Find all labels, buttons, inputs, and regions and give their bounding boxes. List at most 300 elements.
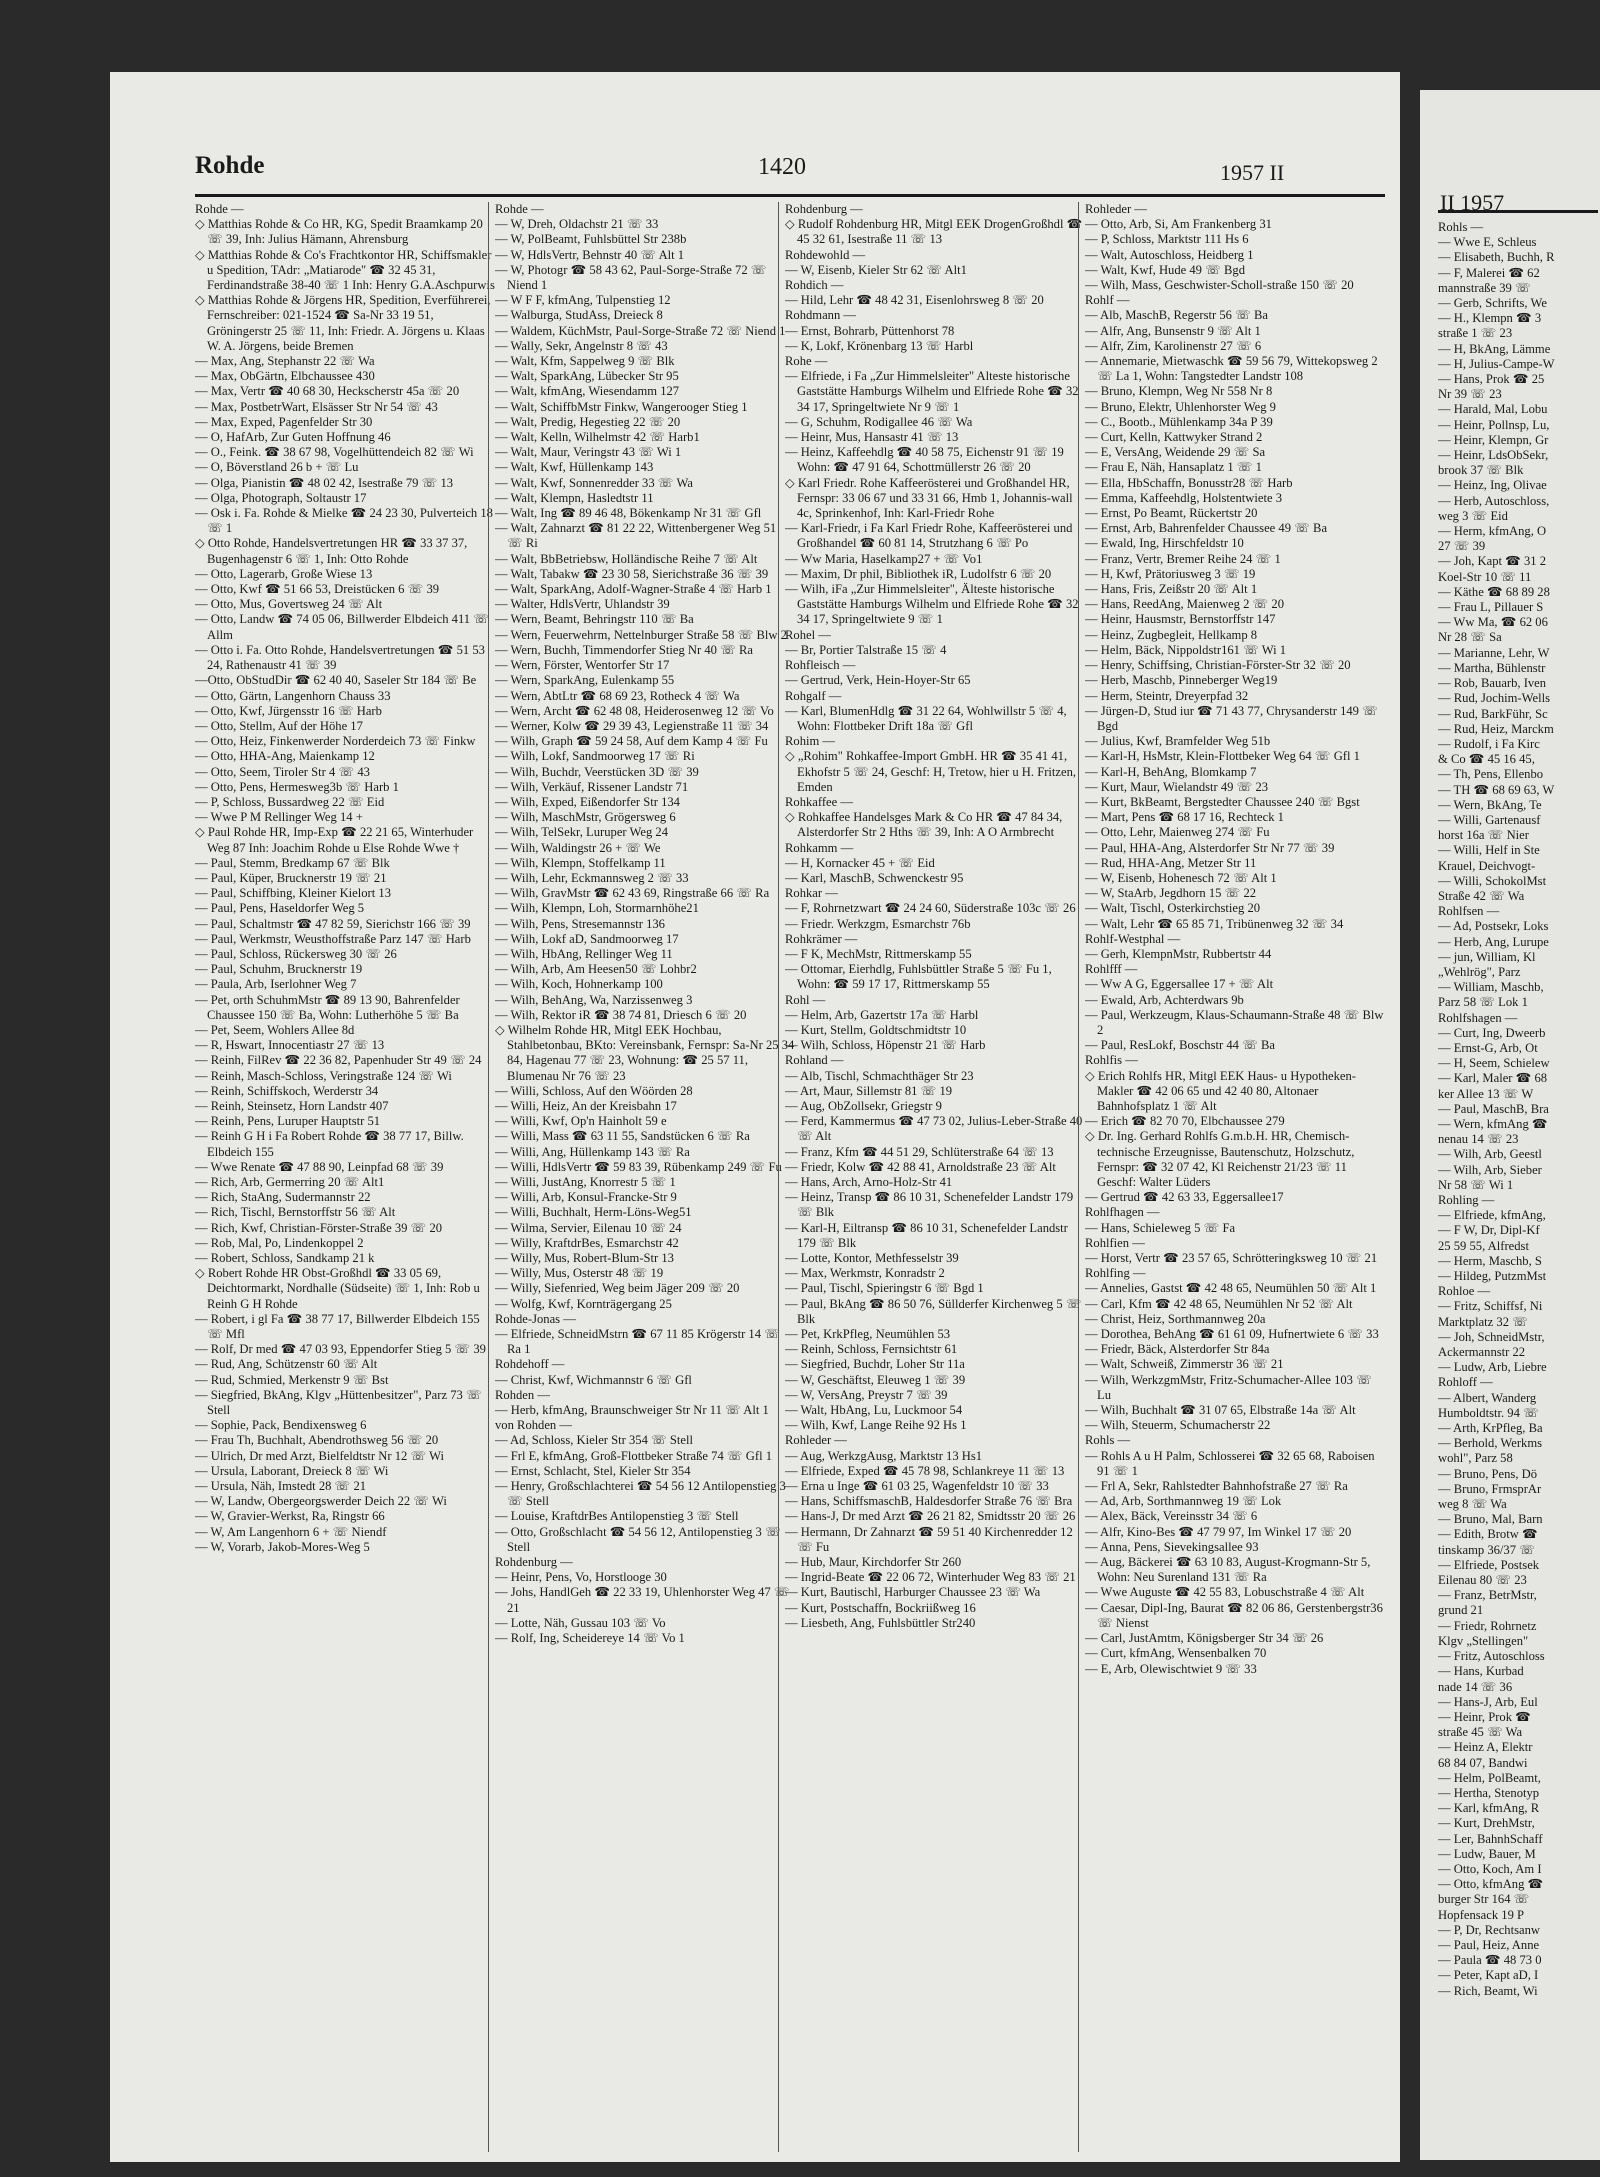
- directory-entry: 68 84 07, Bandwi: [1438, 1755, 1528, 1770]
- next-page-rule: [1438, 210, 1598, 213]
- directory-entry: — Ler, BahnhSchaff: [1438, 1831, 1543, 1846]
- directory-entry: — Wilh, Graph ☎ 59 24 58, Auf dem Kamp 4 ☏ Fu: [495, 734, 768, 749]
- directory-entry: Rohland —: [785, 1053, 844, 1068]
- directory-entry: — Sophie, Pack, Bendixensweg 6: [195, 1418, 367, 1433]
- directory-entry: — Alfr, Kino-Bes ☎ 47 79 97, Im Winkel 17 ☏ 20: [1085, 1524, 1352, 1539]
- directory-entry: Humboldtstr. 94 ☏: [1438, 1405, 1539, 1420]
- directory-entry: — W, HdlsVertr, Behnstr 40 ☏ Alt 1: [495, 247, 685, 262]
- directory-entry: — Willi, Arb, Konsul-Francke-Str 9: [495, 1190, 677, 1205]
- directory-entry: — Reinh, Schloss, Fernsichtstr 61: [785, 1342, 958, 1357]
- directory-entry: — Walt, Kelln, Wilhelmstr 42 ☏ Harb1: [495, 430, 700, 445]
- directory-entry: — Kurt, Maur, Wielandstr 49 ☏ 23: [1085, 779, 1269, 794]
- directory-entry: — Paul, Schuhm, Brucknerstr 19: [195, 962, 363, 977]
- directory-entry: — Max, PostbetrWart, Elsässer Str Nr 54 ☏ 43: [195, 399, 438, 414]
- directory-entry: — Paul, Schaltmstr ☎ 47 82 59, Sierichstr 166 ☏ 39: [195, 916, 471, 931]
- directory-entry: ◇ Dr. Ing. Gerhard Rohlfs G.m.b.H. HR, Chemisch-technische Erzeugnisse, Bautenschutz, Holzschutz, Fernspr: ☎ 32 07 42, Kl Reichenstr 21/23 ☏ 11 Geschf: Walter Lüders: [1085, 1129, 1355, 1189]
- directory-entry: — Herb, Maschb, Pinneberger Weg19: [1085, 673, 1278, 688]
- directory-entry: — Kurt, DrehMstr,: [1438, 1816, 1535, 1831]
- directory-entry: — F K, MechMstr, Rittmerskamp 55: [785, 946, 972, 961]
- directory-entry: — Hans, Schieleweg 5 ☏ Fa: [1085, 1220, 1236, 1235]
- header-rule: [195, 194, 1385, 197]
- directory-entry: — Hermann, Dr Zahnarzt ☎ 59 51 40 Kirchenredder 12 ☏ Fu: [785, 1524, 1073, 1554]
- directory-entry: — Wilh, Lokf aD, Sandmoorweg 17: [495, 931, 679, 946]
- directory-entry: — Emma, Kaffeehdlg, Holstentwiete 3: [1085, 490, 1283, 505]
- directory-entry: — Rob, Bauarb, Iven: [1438, 676, 1547, 691]
- directory-entry: — Gerb, Schrifts, We: [1438, 296, 1547, 311]
- directory-entry: — Max, ObGärtn, Elbchaussee 430: [195, 369, 375, 384]
- directory-entry: — Paul, Schloss, Rückersweg 30 ☏ 26: [195, 946, 397, 961]
- directory-entry: — Julius, Kwf, Bramfelder Weg 51b: [1085, 734, 1271, 749]
- directory-entry: — Pet, KrkPfleg, Neumühlen 53: [785, 1327, 951, 1342]
- directory-entry: — Hans, ReedAng, Maienweg 2 ☏ 20: [1085, 597, 1285, 612]
- directory-entry: Rohls —: [1085, 1433, 1131, 1448]
- directory-entry: ◇ Matthias Rohde & Co's Frachtkontor HR, Schiffsmakler u Spedition, TAdr: „Matiarode" ☎ 32 45 31, Ferdinandstraße 38-40 ☏ 1 Inh: Henry G.A.Aschpurwis: [195, 247, 495, 293]
- directory-entry: — Willi, Heiz, An der Kreisbahn 17: [495, 1098, 677, 1113]
- directory-entry: — Mart, Pens ☎ 68 17 16, Rechteck 1: [1085, 810, 1284, 825]
- directory-entry: — Karl-H, HsMstr, Klein-Flottbeker Weg 64 ☏ Gfl 1: [1085, 749, 1360, 764]
- directory-entry: ◇ Erich Rohlfs HR, Mitgl EEK Haus- u Hypotheken-Makler ☎ 42 06 65 und 42 40 80, Altonaer Bahnhofsplatz 1 ☏ Alt: [1085, 1068, 1356, 1113]
- directory-entry: Rohloff —: [1438, 1375, 1493, 1390]
- directory-entry: — Carl, JustAmtm, Königsberger Str 34 ☏ 26: [1085, 1631, 1324, 1646]
- directory-entry: — Willi, HdlsVertr ☎ 59 83 39, Rübenkamp 249 ☏ Fu: [495, 1159, 782, 1174]
- directory-entry: — Willi, Buchhalt, Herm-Löns-Weg51: [495, 1205, 692, 1220]
- column-divider: [778, 202, 779, 2152]
- directory-entry: — Otto, Kwf ☎ 51 66 53, Dreistücken 6 ☏ 39: [195, 582, 440, 597]
- directory-entry: — Ad, Postsekr, Loks: [1438, 919, 1549, 934]
- directory-entry: ◇ Rohkaffee Handelsges Mark & Co HR ☎ 47 84 34, Alsterdorfer Str 2 Hths ☏ 39, Inh: A O Armbrecht: [785, 810, 1063, 840]
- directory-entry: — Christ, Heiz, Sorthmannweg 20a: [1085, 1311, 1266, 1326]
- directory-entry: — Walt, Lehr ☎ 65 85 71, Tribünenweg 32 ☏ 34: [1085, 916, 1344, 931]
- directory-entry: Straße 42 ☏ Wa: [1438, 888, 1525, 903]
- directory-column-2: [495, 202, 795, 2152]
- directory-entry: ◇ Otto Rohde, Handelsvertretungen HR ☎ 33 37 37, Bugenhagenstr 6 ☏ 1, Inh: Otto Rohde: [195, 536, 468, 566]
- directory-entry: — W, Geschäftst, Eleuweg 1 ☏ 39: [785, 1372, 966, 1387]
- directory-entry: Rohleder —: [785, 1433, 847, 1448]
- directory-entry: — Aug, Bäckerei ☎ 63 10 83, August-Krogmann-Str 5, Wohn: Neu Surenland 131 ☏ Ra: [1085, 1555, 1371, 1585]
- directory-entry: — Wilh, Klempn, Loh, Stormarnhöhe21: [495, 901, 699, 916]
- directory-entry: — H, Seem, Schielew: [1438, 1056, 1550, 1071]
- directory-entry: „Wehlrög", Parz: [1438, 964, 1521, 979]
- directory-entry: — Elfriede, Exped ☎ 45 78 98, Schlankreye 11 ☏ 13: [785, 1463, 1065, 1478]
- directory-entry: Rohde —: [195, 202, 244, 216]
- directory-entry: — Elfriede, kfmAng,: [1438, 1208, 1546, 1223]
- directory-entry: Koel-Str 10 ☏ 11: [1438, 569, 1532, 584]
- directory-entry: — Wilh, Klempn, Stoffelkamp 11: [495, 855, 666, 870]
- directory-entry: — Wilh, TelSekr, Luruper Weg 24: [495, 825, 669, 840]
- directory-entry: — Werner, Kolw ☎ 29 39 43, Legienstraße 11 ☏ 34: [495, 718, 769, 733]
- directory-entry: — Paul, Werkzeugm, Klaus-Schaumann-Straße 48 ☏ Blw 2: [1085, 1007, 1384, 1037]
- directory-entry: — E, Arb, Olewischtwiet 9 ☏ 33: [1085, 1661, 1257, 1676]
- directory-entry: — Curt, Ing, Dweerb: [1438, 1025, 1546, 1040]
- directory-entry: — Fritz, Schiffsf, Ni: [1438, 1299, 1543, 1314]
- directory-entry: — Otto, Kwf, Jürgensstr 16 ☏ Harb: [195, 703, 382, 718]
- directory-entry: — Hans, Prok ☎ 25: [1438, 372, 1545, 387]
- directory-entry: — Ww Maria, Haselkamp27 + ☏ Vo1: [785, 551, 983, 566]
- directory-entry: Nr 58 ☏ Wi 1: [1438, 1177, 1514, 1192]
- directory-entry: — Wern, Feuerwehrm, Nettelnburger Straße 58 ☏ Blw 2: [495, 627, 787, 642]
- directory-entry: — Robert, Schloss, Sandkamp 21 k: [195, 1251, 375, 1266]
- directory-entry: — Helm, PolBeamt,: [1438, 1770, 1541, 1785]
- directory-entry: — Paul, Stemm, Bredkamp 67 ☏ Blk: [195, 855, 390, 870]
- directory-entry: — W, Photogr ☎ 58 43 62, Paul-Sorge-Straße 72 ☏ Niend 1: [495, 262, 767, 293]
- directory-entry: — Paul, HHA-Ang, Alsterdorfer Str Nr 77 ☏ 39: [1085, 840, 1335, 855]
- directory-entry: — Osk i. Fa. Rohde & Mielke ☎ 24 23 30, Pulverteich 18 ☏ 1: [195, 506, 493, 536]
- directory-entry: — Elisabeth, Buchh, R: [1438, 250, 1555, 265]
- directory-entry: — Reinh, Steinsetz, Horn Landstr 407: [195, 1098, 389, 1113]
- directory-entry: 25 59 55, Alfredst: [1438, 1238, 1529, 1253]
- directory-entry: — Otto, Pens, Hermesweg3b ☏ Harb 1: [195, 779, 399, 794]
- directory-entry: — Jürgen-D, Stud iur ☎ 71 43 77, Chrysanderstr 149 ☏ Bgd: [1085, 703, 1378, 733]
- directory-entry: — W F F, kfmAng, Tulpenstieg 12: [495, 293, 671, 308]
- running-head-name: Rohde: [195, 152, 265, 179]
- directory-entry: — Curt, kfmAng, Wensenbalken 70: [1085, 1646, 1267, 1661]
- directory-entry: — P, Schloss, Bussardweg 22 ☏ Eid: [195, 794, 385, 809]
- directory-entry: — Ernst, Arb, Bahrenfelder Chaussee 49 ☏ Ba: [1085, 521, 1328, 536]
- directory-entry: — Max, Ang, Stephanstr 22 ☏ Wa: [195, 354, 375, 369]
- directory-entry: — Reinh G H i Fa Robert Rohde ☎ 38 77 17, Billw. Elbdeich 155: [195, 1129, 464, 1159]
- directory-entry: — Rich, Arb, Germerring 20 ☏ Alt1: [195, 1175, 385, 1189]
- directory-entry: — Willi, Gartenausf: [1438, 812, 1541, 827]
- directory-entry: — Erich ☎ 82 70 70, Elbchaussee 279: [1085, 1114, 1285, 1129]
- directory-entry: — Paula, Arb, Iserlohner Weg 7: [195, 977, 357, 992]
- directory-entry: — William, Maschb,: [1438, 980, 1544, 995]
- directory-entry: — Heinz, Kaffeehdlg ☎ 40 58 75, Eichenstr 91 ☏ 19 Wohn: ☎ 47 91 64, Schottmüllerstr 26 ☏ 20: [785, 445, 1064, 475]
- directory-entry: — Otto, kfmAng ☎: [1438, 1877, 1544, 1892]
- directory-entry: — Wilh, Steuerm, Schumacherstr 22: [1085, 1418, 1271, 1433]
- directory-entry: — Fritz, Autoschloss: [1438, 1649, 1545, 1664]
- directory-entry: — Art, Maur, Sillemstr 81 ☏ 19: [785, 1083, 953, 1098]
- directory-entry: — Siegfried, BkAng, Klgv „Hüttenbesitzer", Parz 73 ☏ Stell: [195, 1387, 482, 1418]
- directory-entry: — Lotte, Näh, Gussau 103 ☏ Vo: [495, 1615, 666, 1630]
- directory-entry: — Walt, Tabakw ☎ 23 30 58, Sierichstraße 36 ☏ 39: [495, 566, 769, 581]
- directory-entry: — Hans-J, Dr med Arzt ☎ 26 21 82, Smidtsstr 20 ☏ 26: [785, 1509, 1076, 1524]
- directory-entry: — Heinr, Pens, Vo, Horstlooge 30: [495, 1570, 667, 1585]
- directory-entry: — Otto, Gärtn, Langenhorn Chauss 33: [195, 688, 391, 703]
- directory-entry: — Walt, Kfm, Sappelweg 9 ☏ Blk: [495, 354, 675, 369]
- directory-entry: Hopfensack 19 P: [1438, 1907, 1525, 1922]
- directory-entry: — Ottomar, Eierhdlg, Fuhlsbüttler Straße 5 ☏ Fu 1, Wohn: ☎ 59 17 17, Rittmerskamp 55: [785, 962, 1052, 992]
- directory-entry: — Wern, Buchh, Timmendorfer Stieg Nr 40 ☏ Ra: [495, 642, 753, 657]
- directory-entry: — Robert, i gl Fa ☎ 38 77 17, Billwerder Elbdeich 155 ☏ Mfl: [195, 1311, 480, 1342]
- directory-entry: — Willy, KraftdrBes, Esmarchstr 42: [495, 1235, 679, 1250]
- directory-entry: Rohkamm —: [785, 840, 854, 855]
- directory-entry: Rohfleisch —: [785, 658, 856, 673]
- directory-entry: Eilenau 80 ☏ 23: [1438, 1573, 1527, 1588]
- directory-entry: — Hans, Fris, Zeißstr 20 ☏ Alt 1: [1085, 582, 1258, 597]
- directory-entry: Rohkar —: [785, 886, 838, 901]
- directory-entry: — Hildeg, PutzmMst: [1438, 1269, 1547, 1284]
- directory-entry: — Wilh, Waldingstr 26 + ☏ We: [495, 840, 661, 855]
- directory-entry: — Anna, Pens, Sievekingsallee 93: [1085, 1539, 1259, 1554]
- directory-entry: Rohel —: [785, 627, 831, 642]
- directory-entry: — Louise, KraftdrBes Antilopenstieg 3 ☏ Stell: [495, 1509, 739, 1524]
- directory-entry: — Walt, BbBetriebsw, Holländische Reihe 7 ☏ Alt: [495, 551, 758, 566]
- directory-entry: — Ludw, Bauer, M: [1438, 1846, 1536, 1861]
- directory-entry: — Paul, Pens, Haseldorfer Weg 5: [195, 901, 365, 916]
- directory-entry: — Walt, Maur, Veringstr 43 ☏ Wi 1: [495, 445, 682, 460]
- directory-entry: — Otto, Arb, Si, Am Frankenberg 31: [1085, 217, 1272, 232]
- directory-entry: — Franz, BetrMstr,: [1438, 1588, 1537, 1603]
- directory-entry: — Curt, Kelln, Kattwyker Strand 2: [1085, 430, 1263, 445]
- directory-entry: — Ernst-G, Arb, Ot: [1438, 1040, 1538, 1055]
- next-page-edge: [1420, 90, 1600, 2160]
- directory-entry: — G, Schuhm, Rodigallee 46 ☏ Wa: [785, 414, 973, 429]
- directory-entry: — Gerh, KlempnMstr, Rubbertstr 44: [1085, 946, 1272, 961]
- directory-entry: — Helm, Arb, Gazertstr 17a ☏ Harbl: [785, 1007, 979, 1022]
- directory-entry: — Rich, Beamt, Wi: [1438, 1983, 1538, 1998]
- directory-entry: — Wwe P M Rellinger Weg 14 +: [195, 810, 363, 825]
- directory-entry: — Willi, Ang, Hüllenkamp 143 ☏ Ra: [495, 1144, 690, 1159]
- directory-entry: — Paul, Küper, Brucknerstr 19 ☏ 21: [195, 870, 387, 885]
- directory-entry: — Rud, Jochim-Wells: [1438, 691, 1550, 706]
- directory-entry: — Herm, Steintr, Dreyerpfad 32: [1085, 688, 1249, 703]
- directory-entry: — Friedr, Rohrnetz: [1438, 1618, 1537, 1633]
- directory-entry: — Paul, Werkmstr, Weusthoffstraße Parz 147 ☏ Harb: [195, 931, 471, 946]
- directory-entry: — Peter, Kapt aD, I: [1438, 1968, 1539, 1983]
- directory-entry: Rohdewohld —: [785, 247, 866, 262]
- directory-entry: Rohim —: [785, 734, 836, 749]
- directory-entry: — Elfriede, SchneidMstrn ☎ 67 11 85 Krögerstr 14 ☏ Ra 1: [495, 1327, 780, 1357]
- directory-entry: — W, Vorarb, Jakob-Mores-Weg 5: [195, 1539, 370, 1554]
- directory-entry: — R, Hswart, Innocentiastr 27 ☏ 13: [195, 1038, 385, 1053]
- directory-entry: — Herb, kfmAng, Braunschweiger Str Nr 11 ☏ Alt 1: [495, 1403, 769, 1418]
- directory-entry: Rohkaffee —: [785, 794, 853, 809]
- directory-entry: — Karl, Maler ☎ 68: [1438, 1071, 1548, 1086]
- directory-entry: Rohlfien —: [1085, 1235, 1145, 1250]
- directory-entry: — Olga, Pianistin ☎ 48 02 42, Isestraße 79 ☏ 13: [195, 475, 454, 490]
- directory-entry: — Wern, SparkAng, Eulenkamp 55: [495, 673, 675, 688]
- directory-entry: straße 45 ☏ Wa: [1438, 1725, 1523, 1740]
- directory-entry: — Pet, Seem, Wohlers Allee 8d: [195, 1022, 355, 1037]
- directory-entry: & Co ☎ 45 16 45,: [1438, 752, 1535, 767]
- directory-entry: — Wwe Auguste ☎ 42 55 83, Lobuschstraße 4 ☏ Alt: [1085, 1585, 1365, 1600]
- directory-entry: — Karl-Friedr, i Fa Karl Friedr Rohe, Kaffeerösterei und Großhandel ☎ 60 81 14, Strutzhang 6 ☏ Po: [785, 521, 1073, 551]
- directory-entry: — Paul, Schiffbing, Kleiner Kielort 13: [195, 886, 391, 901]
- directory-entry: — Walt, Kwf, Hüllenkamp 143: [495, 460, 654, 475]
- directory-entry: — Wolfg, Kwf, Kornträgergang 25: [495, 1296, 672, 1311]
- directory-entry: — Wilh, Arb, Sieber: [1438, 1162, 1542, 1177]
- directory-entry: weg 8 ☏ Wa: [1438, 1497, 1507, 1512]
- directory-entry: Rohe —: [785, 354, 828, 369]
- directory-entry: Rohlf-Westphal —: [1085, 931, 1181, 946]
- directory-entry: — Rich, Tischl, Bernstorffstr 56 ☏ Alt: [195, 1205, 396, 1220]
- directory-entry: Rohling —: [1438, 1193, 1495, 1207]
- directory-entry: — Arth, KrPfleg, Ba: [1438, 1421, 1543, 1436]
- directory-entry: weg 3 ☏ Eid: [1438, 508, 1508, 523]
- directory-entry: Rohlfing —: [1085, 1266, 1146, 1281]
- directory-entry: — C., Bootb., Mühlenkamp 34a P 39: [1085, 414, 1273, 429]
- directory-entry: — Ww Ma, ☎ 62 06: [1438, 615, 1548, 630]
- directory-entry: — Gertrud, Verk, Hein-Hoyer-Str 65: [785, 673, 971, 688]
- directory-entry: — Wilh, Schloss, Höpenstr 21 ☏ Harb: [785, 1038, 986, 1053]
- directory-entry: — O., Feink. ☎ 38 67 98, Vogelhüttendeich 82 ☏ Wi: [195, 445, 474, 460]
- next-page-column: [1438, 220, 1598, 2150]
- directory-entry: — Wern, BkAng, Te: [1438, 797, 1542, 812]
- directory-entry: — Erna u Inge ☎ 61 03 25, Wagenfeldstr 10 ☏ 33: [785, 1479, 1049, 1494]
- directory-entry: — P, Dr, Rechtsanw: [1438, 1922, 1540, 1937]
- directory-entry: — Bruno, Elektr, Uhlenhorster Weg 9: [1085, 399, 1276, 414]
- directory-entry: — Willi, Schloss, Auf den Wöörden 28: [495, 1083, 693, 1098]
- directory-entry: — Rud, HHA-Ang, Metzer Str 11: [1085, 855, 1257, 870]
- directory-entry: ◇ Wilhelm Rohde HR, Mitgl EEK Hochbau, Stahlbetonbau, BKto: Vereinsbank, Fernspr: Sa-Nr 25 34 84, Hagenau 77 ☏ 23, Wohnung: ☎ 25 57 11, Blumenau Nr 76 ☏ 23: [495, 1022, 795, 1083]
- directory-entry: — Walt, Schweiß, Zimmerstr 36 ☏ 21: [1085, 1357, 1284, 1372]
- directory-entry: — Franz, Vertr, Bremer Reihe 24 ☏ 1: [1085, 551, 1281, 566]
- directory-entry: — Walt, Autoschloss, Heidberg 1: [1085, 247, 1254, 262]
- directory-entry: — Heinr, LdsObSekr,: [1438, 448, 1549, 463]
- directory-entry: — Walt, Kwf, Sonnenredder 33 ☏ Wa: [495, 475, 693, 490]
- directory-entry: nade 14 ☏ 36: [1438, 1679, 1513, 1694]
- directory-entry: — Rob, Mal, Po, Lindenkoppel 2: [195, 1235, 364, 1250]
- directory-entry: — Heinr, Klempn, Gr: [1438, 432, 1549, 447]
- directory-entry: — Wilh, Mass, Geschwister-Scholl-straße 150 ☏ 20: [1085, 278, 1354, 293]
- directory-entry: Rohgalf —: [785, 688, 842, 703]
- directory-entry: — Wilh, Kwf, Lange Reihe 92 Hs 1: [785, 1418, 967, 1433]
- directory-entry: — Friedr, Bäck, Alsterdorfer Str 84a: [1085, 1342, 1270, 1357]
- directory-entry: — Otto, Landw ☎ 74 05 06, Billwerder Elbdeich 411 ☏ Allm: [195, 612, 489, 642]
- directory-entry: nenau 14 ☏ 23: [1438, 1132, 1519, 1147]
- directory-entry: — Wern, Förster, Wentorfer Str 17: [495, 658, 670, 673]
- directory-entry: Rohde-Jonas —: [495, 1311, 576, 1326]
- directory-entry: ◇ „Rohim" Rohkaffee-Import GmbH. HR ☎ 35 41 41, Ekhofstr 5 ☏ 24, Geschf: H, Tretow, hier u H. Fritzen, Emden: [785, 749, 1077, 794]
- directory-entry: wohl", Parz 58: [1438, 1451, 1513, 1466]
- directory-entry: — Heinr, Prok ☎: [1438, 1709, 1531, 1724]
- directory-entry: — Reinh, FilRev ☎ 22 36 82, Papenhuder Str 49 ☏ 24: [195, 1053, 482, 1068]
- directory-entry: — Wilh, Arb, Geestl: [1438, 1147, 1542, 1162]
- directory-entry: — Ernst, Bohrarb, Püttenhorst 78: [785, 323, 955, 338]
- directory-entry: — Wilh, Exped, Eißendorfer Str 134: [495, 794, 680, 809]
- directory-entry: Rohl —: [785, 992, 826, 1007]
- directory-entry: — Wwe Renate ☎ 47 88 90, Leinpfad 68 ☏ 39: [195, 1159, 444, 1174]
- directory-entry: — Hild, Lehr ☎ 48 42 31, Eisenlohrsweg 8 ☏ 20: [785, 293, 1044, 308]
- directory-entry: Rohlfshagen —: [1438, 1010, 1518, 1025]
- directory-entry: — Elfriede, Postsek: [1438, 1557, 1540, 1572]
- directory-entry: — Aug, ObZollsekr, Griegstr 9: [785, 1098, 942, 1113]
- directory-entry: — F, Malerei ☎ 62: [1438, 265, 1540, 280]
- directory-entry: — Ulrich, Dr med Arzt, Bielfeldtstr Nr 12 ☏ Wi: [195, 1448, 444, 1463]
- directory-entry: — Wilh, BehAng, Wa, Narzissenweg 3: [495, 992, 693, 1007]
- directory-entry: — Otto, Seem, Tiroler Str 4 ☏ 43: [195, 764, 370, 779]
- directory-entry: — Frau Th, Buchhalt, Abendrothsweg 56 ☏ 20: [195, 1433, 439, 1448]
- directory-entry: — Wern, Archt ☎ 62 48 08, Heiderosenweg 12 ☏ Vo: [495, 703, 774, 718]
- directory-entry: Nr 28 ☏ Sa: [1438, 630, 1502, 645]
- directory-entry: — Paul, ResLokf, Boschstr 44 ☏ Ba: [1085, 1038, 1275, 1053]
- directory-entry: — Wilh, HbAng, Rellinger Weg 11: [495, 946, 673, 961]
- directory-entry: Rohdich —: [785, 278, 844, 293]
- directory-entry: — Walt, Predig, Hegestieg 22 ☏ 20: [495, 414, 681, 429]
- directory-entry: Rohdehoff —: [495, 1357, 565, 1372]
- directory-entry: — H, Kwf, Prätoriusweg 3 ☏ 19: [1085, 566, 1256, 581]
- directory-entry: — Bruno, Pens, Dö: [1438, 1466, 1538, 1481]
- directory-entry: — Maxim, Dr phil, Bibliothek iR, Ludolfstr 6 ☏ 20: [785, 566, 1052, 581]
- directory-entry: — Wilh, WerkzgmMstr, Fritz-Schumacher-Allee 103 ☏ Lu: [1085, 1372, 1372, 1402]
- directory-entry: — Wilh, Koch, Hohnerkamp 100: [495, 977, 663, 992]
- directory-entry: Krauel, Deichvogt-: [1438, 858, 1536, 873]
- directory-entry: — Wilh, Lokf, Sandmoorweg 17 ☏ Ri: [495, 749, 695, 764]
- directory-entry: — Edith, Brotw ☎: [1438, 1527, 1538, 1542]
- directory-entry: — Paul, Tischl, Spieringstr 6 ☏ Bgd 1: [785, 1281, 984, 1296]
- directory-entry: — W, Landw, Obergeorgswerder Deich 22 ☏ Wi: [195, 1494, 447, 1509]
- directory-entry: — Wilh, MaschMstr, Grögersweg 6: [495, 810, 676, 825]
- directory-entry: — Christ, Kwf, Wichmannstr 6 ☏ Gfl: [495, 1372, 692, 1387]
- directory-entry: — Elfriede, i Fa „Zur Himmelsleiter" Alteste historische Gaststätte Hamburgs Wilhelm und Elfriede Rohe ☎ 32 34 17, Springeltwiete Nr 9 ☏ 1: [785, 369, 1079, 414]
- directory-entry: — F, Rohrnetzwart ☎ 24 24 60, Süderstraße 103c ☏ 26: [785, 901, 1076, 916]
- directory-entry: mannstraße 39 ☏: [1438, 280, 1531, 295]
- directory-entry: — Otto, Lehr, Maienweg 274 ☏ Fu: [1085, 825, 1270, 840]
- directory-entry: — Walt, kfmAng, Wiesendamm 127: [495, 384, 680, 399]
- directory-entry: — Hertha, Stenotyp: [1438, 1785, 1540, 1800]
- column-divider: [1078, 202, 1079, 2152]
- directory-entry: — Hans, Arch, Arno-Holz-Str 41: [785, 1175, 953, 1189]
- directory-entry: — Bruno, Mal, Barn: [1438, 1512, 1543, 1527]
- directory-entry: Rohlfhagen —: [1085, 1205, 1160, 1220]
- directory-entry: — Rich, StaAng, Sudermannstr 22: [195, 1190, 371, 1205]
- directory-entry: — Walt, Zahnarzt ☎ 81 22 22, Wittenbergener Weg 51 ☏ Ri: [495, 521, 777, 551]
- directory-entry: — Franz, Kfm ☎ 44 51 29, Schlüterstraße 64 ☏ 13: [785, 1144, 1054, 1159]
- directory-entry: — W, Dreh, Oldachstr 21 ☏ 33: [495, 217, 659, 232]
- directory-entry: — Frl A, Sekr, Rahlstedter Bahnhofstraße 27 ☏ Ra: [1085, 1479, 1348, 1494]
- directory-entry: — Gertrud ☎ 42 63 33, Eggersallee17: [1085, 1190, 1284, 1205]
- directory-entry: — Otto, Lagerarb, Große Wiese 13: [195, 566, 373, 581]
- directory-entry: horst 16a ☏ Nier: [1438, 828, 1529, 843]
- directory-entry: — Alb, MaschB, Regerstr 56 ☏ Ba: [1085, 308, 1268, 323]
- directory-entry: — Bruno, FrmsprAr: [1438, 1481, 1542, 1496]
- directory-entry: — Rud, Heiz, Marckm: [1438, 721, 1554, 736]
- next-page-year: II 1957: [1440, 190, 1505, 215]
- directory-entry: — Aug, WerkzgAusg, Marktstr 13 Hs1: [785, 1448, 983, 1463]
- directory-entry: Rohlfsen —: [1438, 904, 1500, 919]
- directory-entry: — F W, Dr, Dipl-Kf: [1438, 1223, 1540, 1238]
- directory-entry: — Ferd, Kammermus ☎ 47 73 02, Julius-Leber-Straße 40 ☏ Alt: [785, 1114, 1083, 1144]
- directory-entry: — Joh, SchneidMstr,: [1438, 1329, 1545, 1344]
- directory-entry: — Harald, Mal, Lobu: [1438, 402, 1548, 417]
- directory-entry: — Rud, Schmied, Merkenstr 9 ☏ Bst: [195, 1372, 389, 1387]
- directory-entry: Rohls —: [1438, 220, 1484, 234]
- directory-entry: — Paul, MaschB, Bra: [1438, 1101, 1549, 1116]
- directory-entry: — Friedr. Werkzgm, Esmarchstr 76b: [785, 916, 971, 931]
- directory-entry: — Karl, BlumenHdlg ☎ 31 22 64, Wohlwillstr 5 ☏ 4, Wohn: Flottbeker Drift 18a ☏ Gfl: [785, 703, 1067, 733]
- directory-entry: — E, VersAng, Weidende 29 ☏ Sa: [1085, 445, 1266, 460]
- directory-entry: ◇ Robert Rohde HR Obst-Großhdl ☎ 33 05 69, Deichtormarkt, Nordhalle (Südseite) ☏ 1, Inh: Rob u Reinh G H Rohde: [195, 1266, 480, 1311]
- directory-entry: — Heinz, Ing, Olivae: [1438, 478, 1547, 493]
- directory-entry: — W, StaArb, Jegdhorn 15 ☏ 22: [1085, 886, 1257, 901]
- directory-entry: Ackermannstr 22: [1438, 1345, 1526, 1360]
- directory-entry: — Kurt, BkBeamt, Bergstedter Chaussee 240 ☏ Bgst: [1085, 794, 1360, 809]
- directory-entry: — Heinz, Zugbegleit, Hellkamp 8: [1085, 627, 1258, 642]
- directory-entry: — Helm, Bäck, Nippoldstr161 ☏ Wi 1: [1085, 642, 1287, 657]
- directory-column-3: [785, 202, 1085, 2152]
- directory-entry: — Ingrid-Beate ☎ 22 06 72, Winterhuder Weg 83 ☏ 21: [785, 1570, 1076, 1585]
- directory-entry: — Hans, Kurbad: [1438, 1664, 1524, 1679]
- directory-entry: brook 37 ☏ Blk: [1438, 463, 1524, 478]
- directory-entry: — Albert, Wanderg: [1438, 1390, 1537, 1405]
- directory-entry: — Hans, SchiffsmaschB, Haldesdorfer Straße 76 ☏ Bra: [785, 1494, 1073, 1509]
- directory-entry: von Rohden —: [495, 1418, 572, 1433]
- directory-entry: — Otto, Großschlacht ☎ 54 56 12, Antilopenstieg 3 ☏ Stell: [495, 1524, 781, 1554]
- directory-entry: — H, BkAng, Lämme: [1438, 341, 1551, 356]
- directory-entry: — Ad, Arb, Sorthmannweg 19 ☏ Lok: [1085, 1494, 1282, 1509]
- directory-entry: — W, Gravier-Werkst, Ra, Ringstr 66: [195, 1509, 385, 1524]
- column-divider: [488, 202, 489, 2152]
- directory-entry: — Friedr, Kolw ☎ 42 88 41, Arnoldstraße 23 ☏ Alt: [785, 1159, 1056, 1174]
- directory-entry: — Alb, Tischl, Schmachthäger Str 23: [785, 1068, 974, 1083]
- directory-entry: — Karl, MaschB, Schwenckestr 95: [785, 870, 964, 885]
- directory-entry: — Willy, Siefenried, Weg beim Jäger 209 ☏ 20: [495, 1281, 740, 1296]
- directory-entry: — Otto, Koch, Am I: [1438, 1861, 1542, 1876]
- directory-entry: — Walt, Tischl, Osterkirchstieg 20: [1085, 901, 1261, 916]
- directory-entry: burger Str 164 ☏: [1438, 1892, 1530, 1907]
- directory-entry: — Alfr, Zim, Karolinenstr 27 ☏ 6: [1085, 338, 1262, 353]
- directory-entry: — Kurt, Bautischl, Harburger Chaussee 23 ☏ Wa: [785, 1585, 1041, 1600]
